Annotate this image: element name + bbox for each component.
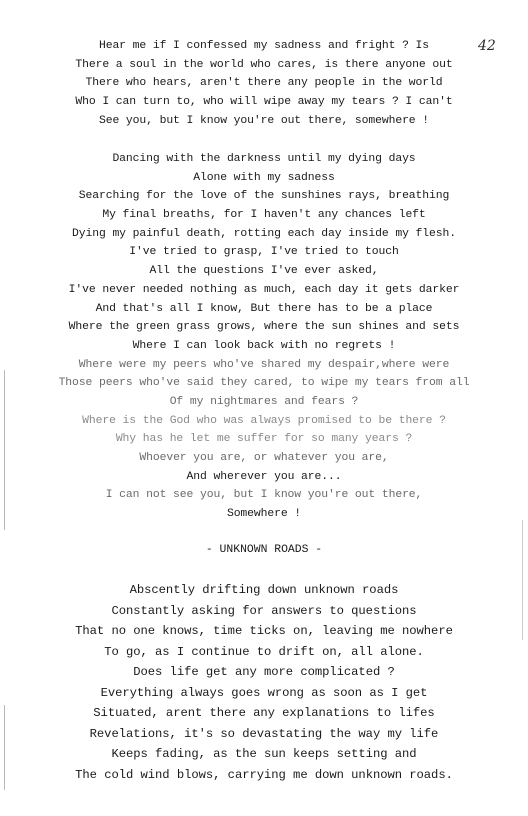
poem-line: And that's all I know, But there has to be a place: [95, 302, 433, 315]
poem-line: Dying my painful death, rotting each day inside my flesh.: [72, 227, 456, 240]
poem-line: See you, but I know you're out there, somewhere !: [98, 114, 430, 127]
poem-line: My final breaths, for I haven't any chances left: [102, 209, 426, 222]
poem-line: To go, as I continue to drift on, all alone.: [104, 644, 424, 659]
stanza-2: [10, 150, 518, 524]
poem-line: Whoever you are, or whatever you are,: [139, 452, 389, 464]
stanza-3: [10, 580, 518, 785]
poem-line: Of my nightmares and fears ?: [169, 395, 359, 408]
poem-line: There a soul in the world who cares, is there anyone out: [75, 58, 453, 71]
poem-line: Keeps fading, as the sun keeps setting and: [111, 747, 417, 761]
scan-margin-mark: [4, 370, 5, 530]
stanza-1: [10, 37, 518, 130]
poem-line: I've tried to grasp, I've tried to touch: [129, 246, 399, 259]
poem-line: There who hears, aren't there any people in the world: [85, 77, 443, 90]
page-number: 42: [478, 38, 496, 54]
poem-line: Those peers who've said they cared, to wipe my tears from all: [58, 377, 470, 390]
poem-line: Revelations, it's so devastating the way my life: [89, 726, 439, 741]
poem-line: Situated, arent there any explanations to lifes: [93, 706, 435, 720]
poem-line: Somewhere !: [226, 508, 302, 521]
poem-title: - UNKNOWN ROADS -: [205, 544, 323, 556]
poem-line: Who I can turn to, who will wipe away my tears ? I can't: [75, 96, 453, 109]
poem-line: The cold wind blows, carrying me down unknown roads.: [75, 767, 453, 782]
poem-line: And wherever you are...: [186, 470, 342, 483]
scan-margin-mark: [522, 520, 523, 640]
poem-line: Where is the God who was always promised to be there ?: [82, 414, 446, 427]
poem-line: Why has he let me suffer for so many years ?: [115, 433, 413, 446]
poem-line: Where were my peers who've shared my despair,where were: [78, 358, 450, 371]
poem-line: Abscently drifting down unknown roads: [129, 583, 399, 597]
poem-line: Where the green grass grows, where the sun shines and sets: [68, 321, 460, 334]
poem-line: Searching for the love of the sunshines rays, breathing: [78, 190, 450, 203]
poem-line: Everything always goes wrong as soon as I get: [100, 685, 428, 700]
poem-line: I've never needed nothing as much, each day it gets darker: [68, 283, 460, 296]
poem-line: Does life get any more complicated ?: [133, 665, 395, 679]
poem-line: All the questions I've ever asked,: [149, 265, 379, 278]
scan-margin-mark: [4, 705, 5, 790]
poem-line: That no one knows, time ticks on, leaving me nowhere: [75, 624, 453, 638]
poem-line: I can not see you, but I know you're out there,: [105, 489, 423, 502]
poem-line: Hear me if I confessed my sadness and fright ? Is: [98, 40, 430, 52]
poem-line: Constantly asking for answers to questions: [111, 603, 417, 618]
poem-line: Alone with my sadness: [193, 171, 335, 184]
poem-line: Dancing with the darkness until my dying days: [112, 153, 416, 165]
poem-line: Where I can look back with no regrets !: [132, 339, 396, 352]
